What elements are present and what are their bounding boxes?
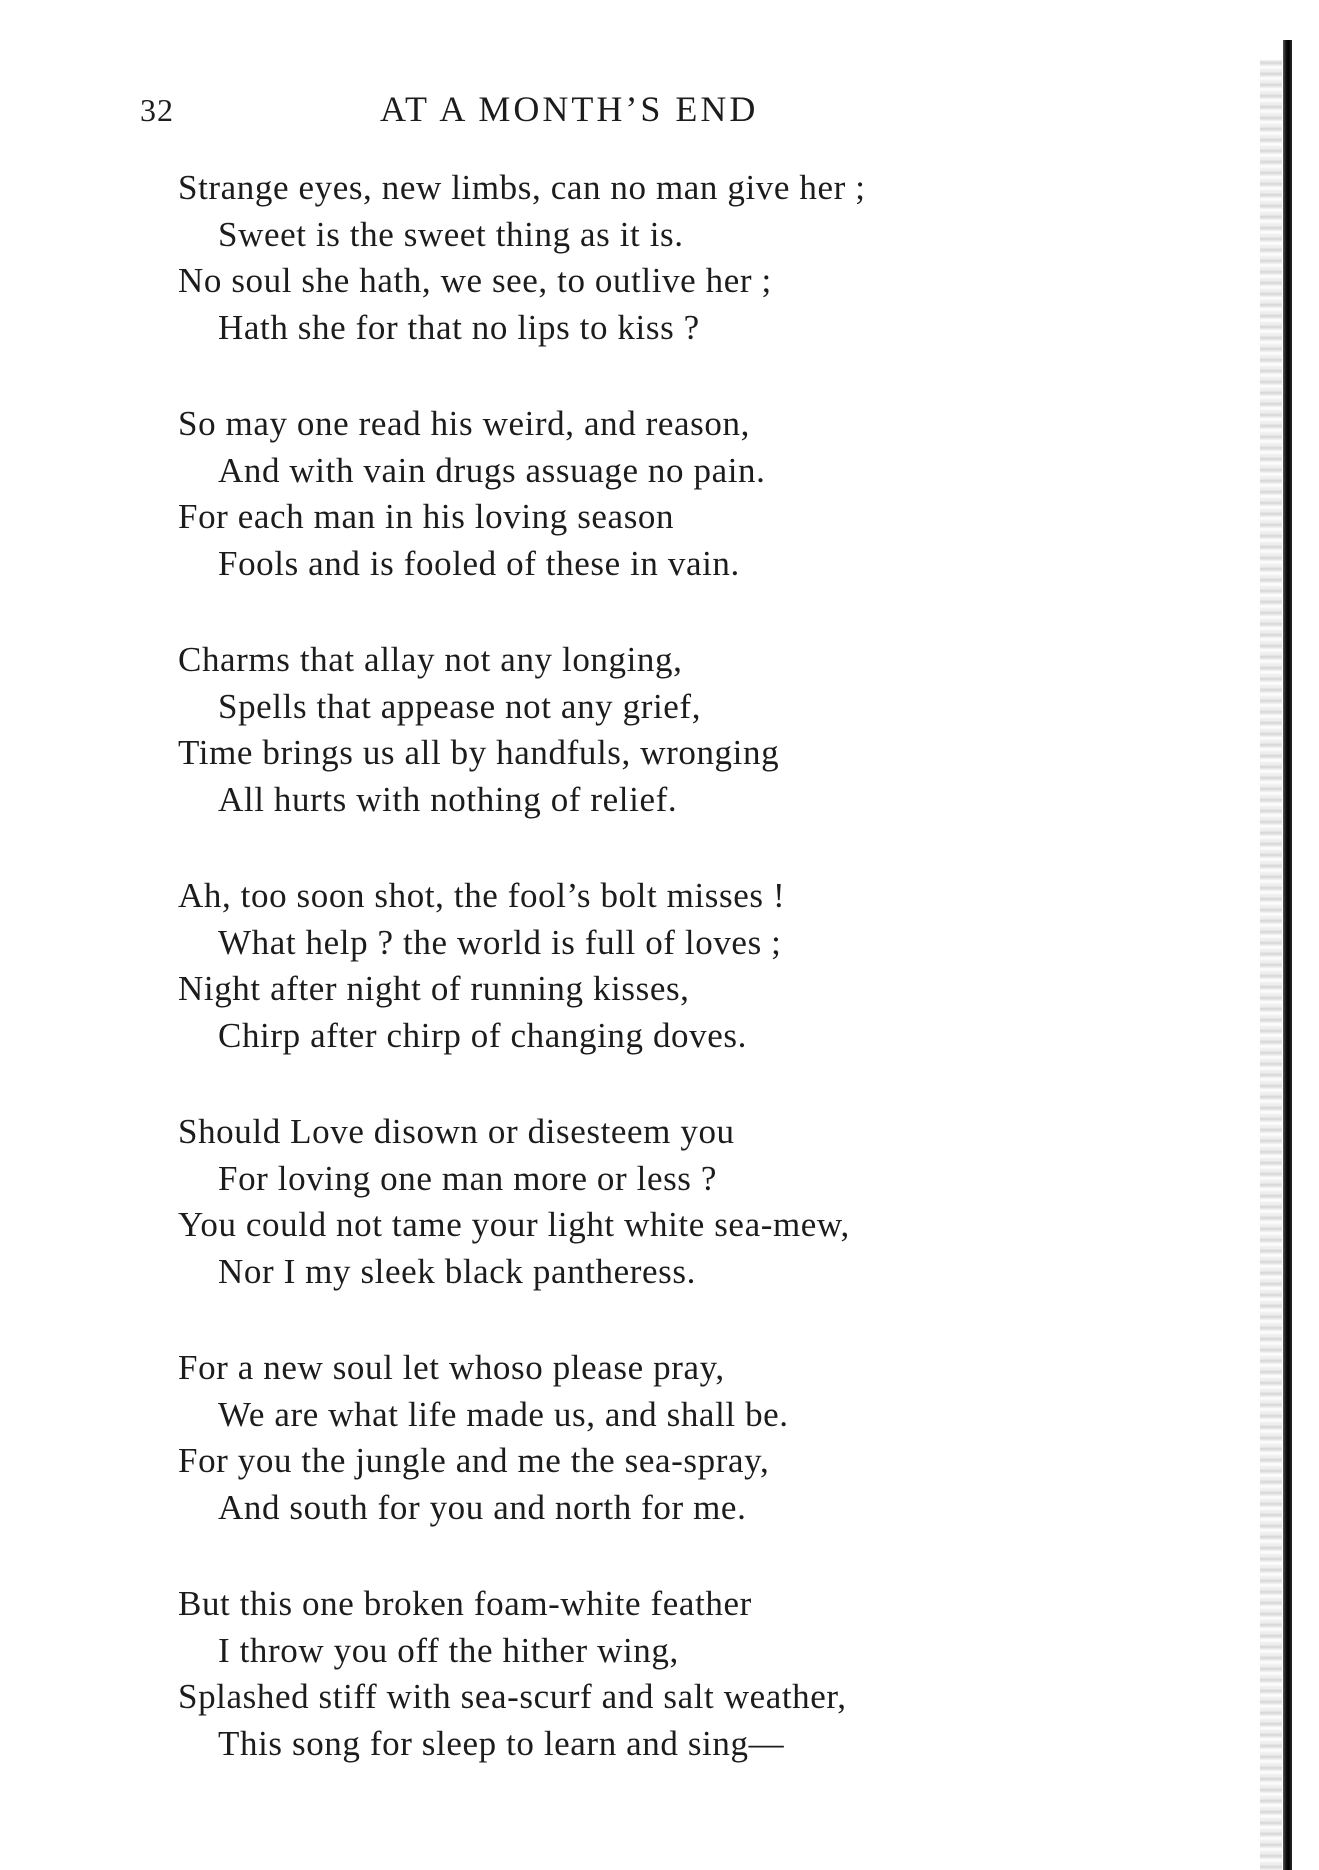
stanza xyxy=(178,1109,1078,1295)
stanza xyxy=(178,165,1078,351)
poem-line: And with vain drugs assuage no pain. xyxy=(218,450,766,490)
poem-line: You could not tame your light white sea-mew, xyxy=(178,1205,850,1244)
poem-line: Nor I my sleek black pantheress. xyxy=(218,1251,696,1291)
poem-line: So may one read his weird, and reason, xyxy=(178,404,750,443)
poem-line: Ah, too soon shot, the fool’s bolt misses ! xyxy=(178,876,786,915)
page-gutter-shadow xyxy=(1260,60,1282,1870)
poem-line: Chirp after chirp of changing doves. xyxy=(218,1015,747,1055)
poem-line: We are what life made us, and shall be. xyxy=(218,1394,789,1434)
book-spine-edge xyxy=(1283,40,1292,1870)
poem-line: For each man in his loving season xyxy=(178,497,675,536)
poem-line: All hurts with nothing of relief. xyxy=(218,779,678,819)
poem-line: This song for sleep to learn and sing— xyxy=(218,1723,785,1763)
poem-line: Charms that allay not any longing, xyxy=(178,640,683,679)
poem-line: Hath she for that no lips to kiss ? xyxy=(218,307,700,347)
poem-line: Should Love disown or disesteem you xyxy=(178,1112,735,1151)
poem-line: Strange eyes, new limbs, can no man give her ; xyxy=(178,168,866,207)
poem-line: Sweet is the sweet thing as it is. xyxy=(218,214,684,254)
poem-line: I throw you off the hither wing, xyxy=(218,1630,679,1670)
poem-line: But this one broken foam-white feather xyxy=(178,1584,752,1623)
poem-line: Splashed stiff with sea-scurf and salt weather, xyxy=(178,1677,847,1716)
poem-line: Spells that appease not any grief, xyxy=(218,686,702,726)
poem-line: Fools and is fooled of these in vain. xyxy=(218,543,740,583)
poem-line: No soul she hath, we see, to outlive her ; xyxy=(178,261,772,300)
stanza xyxy=(178,1345,1078,1531)
poem-line: For a new soul let whoso please pray, xyxy=(178,1348,725,1387)
stanza xyxy=(178,637,1078,823)
stanza xyxy=(178,1581,1078,1767)
page-header xyxy=(0,70,1319,129)
poem-line: For you the jungle and me the sea-spray, xyxy=(178,1441,770,1480)
stanza xyxy=(178,401,1078,587)
page-number: 32 xyxy=(140,92,174,128)
poem-line: Night after night of running kisses, xyxy=(178,969,690,1008)
poem-line: For loving one man more or less ? xyxy=(218,1158,718,1198)
running-head: AT A MONTH’S END xyxy=(380,89,759,129)
stanza xyxy=(178,873,1078,1059)
poem-line: Time brings us all by handfuls, wronging xyxy=(178,733,780,772)
poem-line: And south for you and north for me. xyxy=(218,1487,747,1527)
poem xyxy=(178,165,1078,1817)
poem-line: What help ? the world is full of loves ; xyxy=(218,922,782,962)
